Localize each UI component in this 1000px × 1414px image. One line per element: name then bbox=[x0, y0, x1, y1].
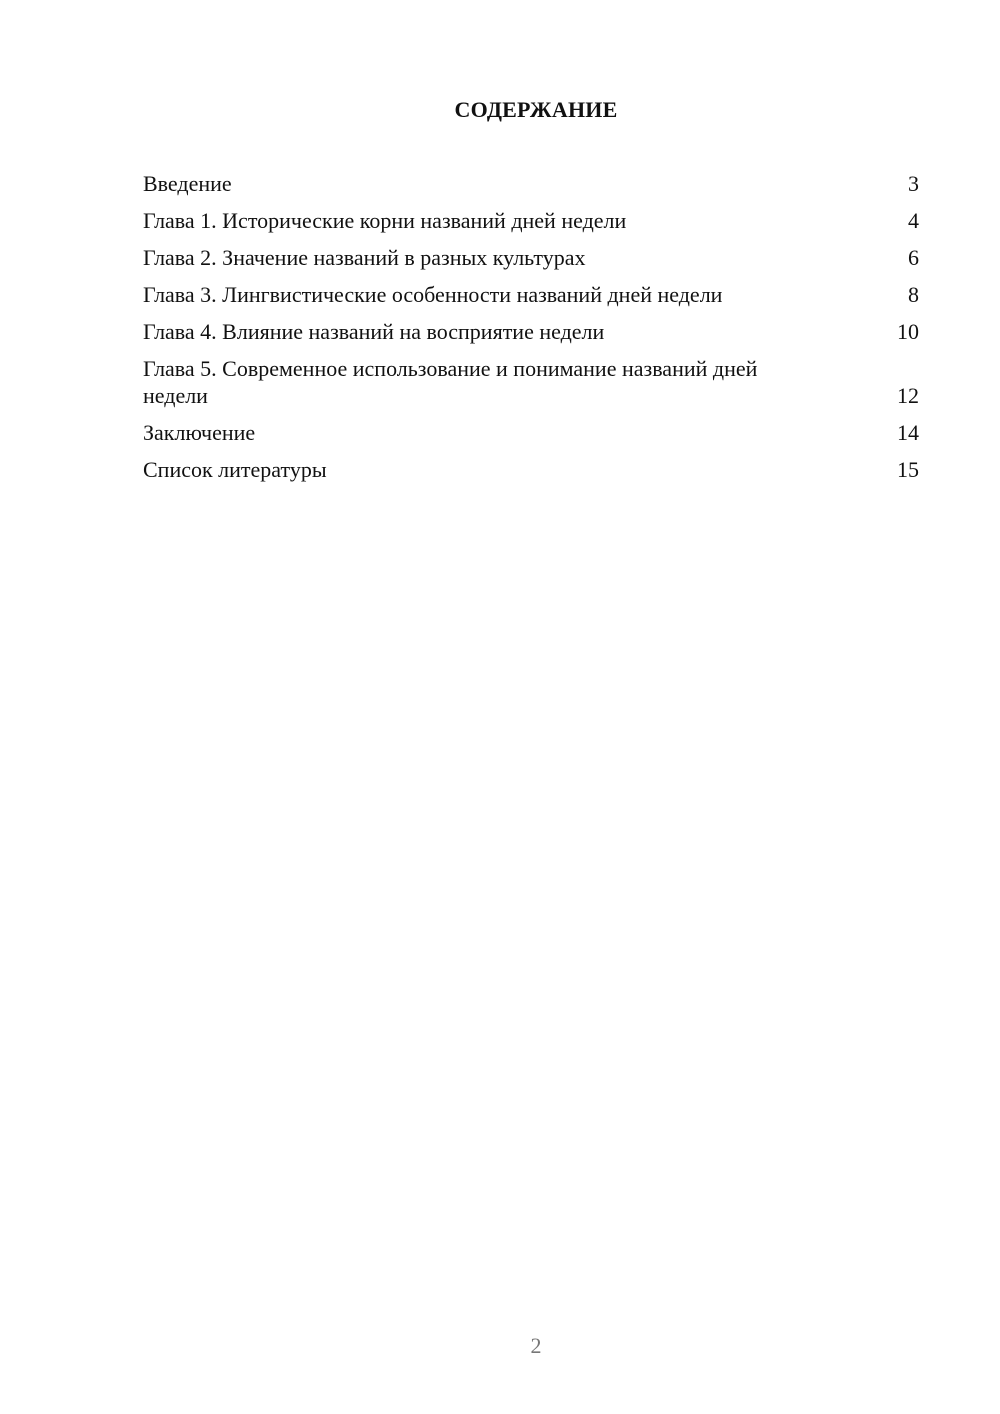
toc-entry-chapter-3 bbox=[143, 281, 919, 308]
toc-entry-page: 15 bbox=[897, 457, 919, 482]
toc-entry-introduction bbox=[143, 170, 919, 197]
toc-entry-page: 6 bbox=[908, 245, 919, 270]
toc-entry-page: 14 bbox=[897, 420, 919, 445]
page-number: 2 bbox=[530, 1333, 542, 1358]
toc-entry-label: Глава 2. Значение названий в разных культурах bbox=[143, 245, 586, 270]
toc-entry-label: Глава 3. Лингвистические особенности названий дней недели bbox=[143, 282, 723, 307]
toc-entry-label: Глава 4. Влияние названий на восприятие недели bbox=[143, 319, 605, 344]
toc-entry-page: 8 bbox=[908, 282, 919, 307]
toc-entry-chapter-2 bbox=[143, 244, 919, 271]
toc-entry-label: Глава 1. Исторические корни названий дней недели bbox=[143, 208, 627, 233]
table-of-contents bbox=[143, 170, 919, 493]
toc-entry-conclusion bbox=[143, 419, 919, 446]
toc-heading: СОДЕРЖАНИЕ bbox=[454, 97, 618, 122]
toc-entry-chapter-4 bbox=[143, 318, 919, 345]
toc-entry-label: Список литературы bbox=[143, 457, 327, 482]
toc-entry-chapter-5 bbox=[143, 355, 919, 409]
toc-entry-chapter-1 bbox=[143, 207, 919, 234]
toc-entry-page: 3 bbox=[908, 171, 919, 196]
toc-entry-label: Заключение bbox=[143, 420, 256, 445]
toc-entry-page: 10 bbox=[897, 319, 919, 344]
toc-entry-label: Введение bbox=[143, 171, 232, 196]
toc-entry-label: Глава 5. Современное использование и понимание названий дней недели bbox=[143, 356, 758, 408]
toc-entry-page: 12 bbox=[897, 383, 919, 408]
toc-entry-references bbox=[143, 456, 919, 483]
toc-entry-page: 4 bbox=[908, 208, 919, 233]
